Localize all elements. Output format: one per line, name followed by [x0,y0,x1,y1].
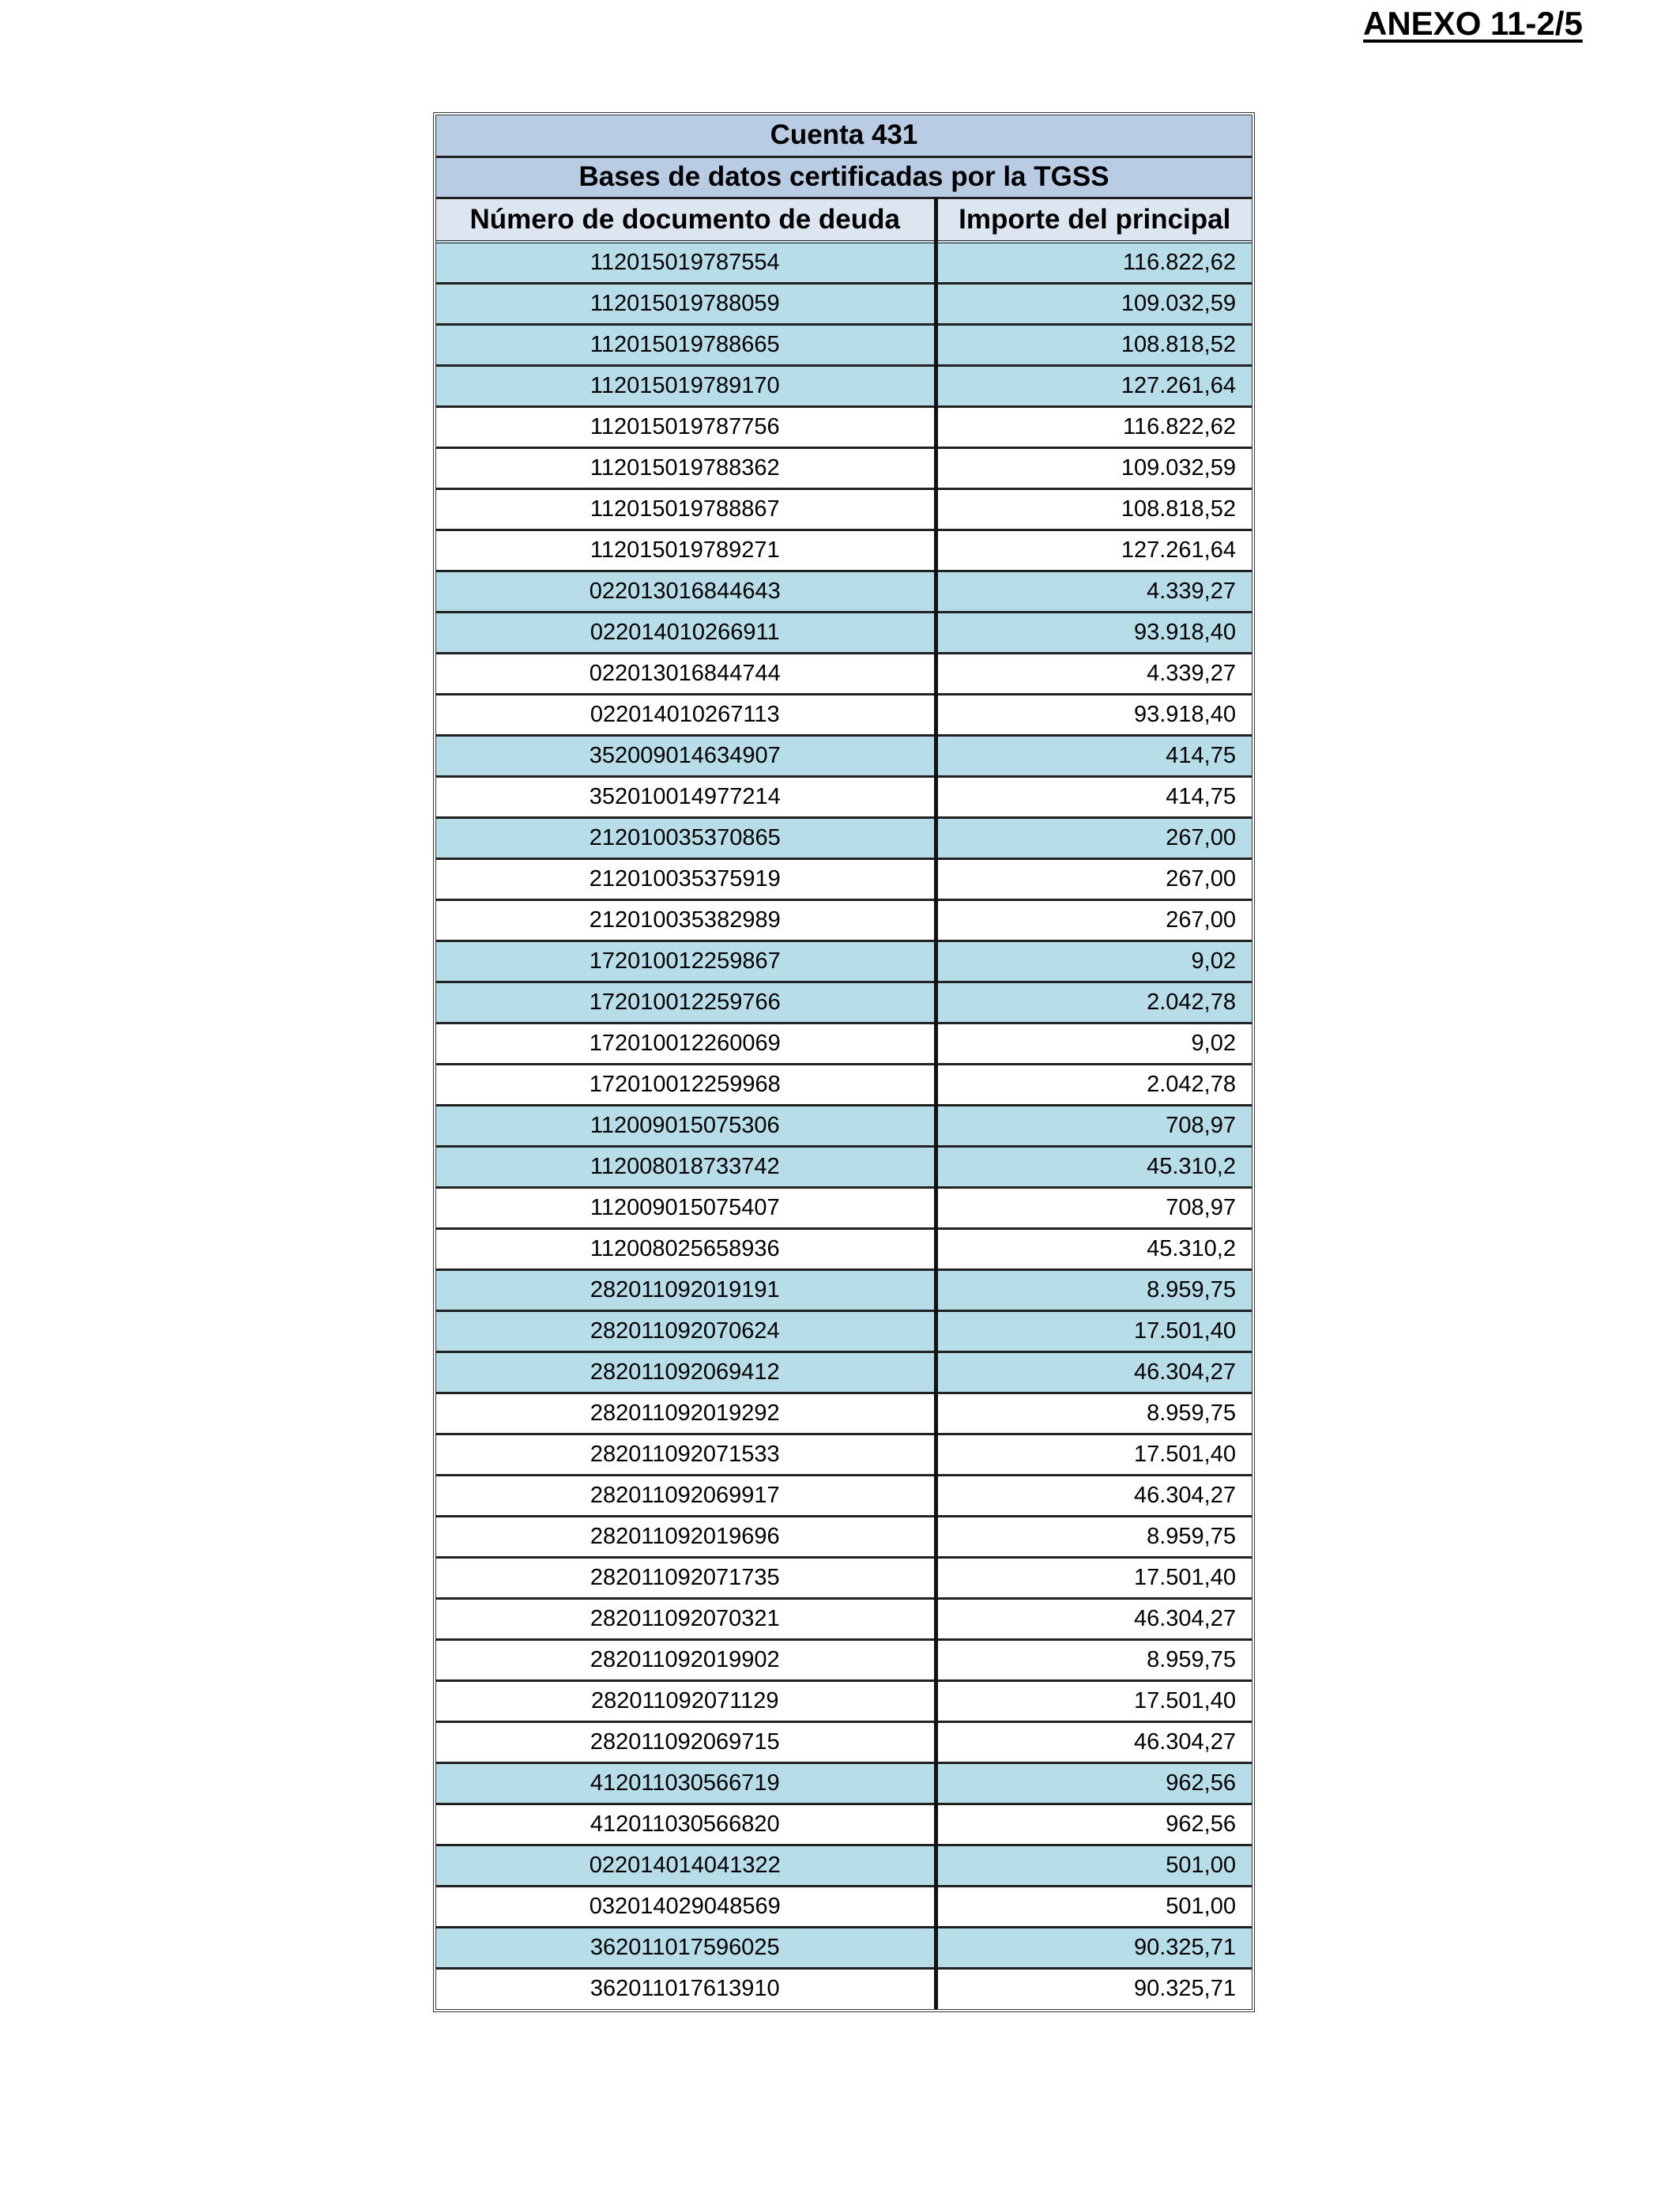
column-header-doc: Número de documento de deuda [436,198,936,242]
debt-document-number: 112015019788362 [436,447,936,488]
debt-document-number: 282011092070624 [436,1310,936,1351]
principal-amount: 116.822,62 [936,242,1252,283]
debt-document-number: 112015019788867 [436,488,936,530]
table-body [436,242,1252,2009]
debt-document-number: 022014010267113 [436,694,936,735]
principal-amount: 116.822,62 [936,406,1252,447]
debt-document-number: 282011092070321 [436,1598,936,1639]
principal-amount: 45.310,2 [936,1228,1252,1269]
principal-amount: 108.818,52 [936,488,1252,530]
principal-amount: 501,00 [936,1886,1252,1927]
principal-amount: 708,97 [936,1105,1252,1146]
table-row [436,1310,1252,1351]
principal-amount: 708,97 [936,1187,1252,1228]
debt-document-number: 282011092069917 [436,1475,936,1516]
principal-amount: 267,00 [936,858,1252,899]
debt-document-number: 282011092019292 [436,1393,936,1434]
table-row [436,1968,1252,2009]
table-row [436,694,1252,735]
debt-document-number: 112009015075306 [436,1105,936,1146]
principal-amount: 414,75 [936,776,1252,817]
principal-amount: 108.818,52 [936,324,1252,365]
principal-amount: 46.304,27 [936,1721,1252,1762]
debt-document-number: 282011092019696 [436,1516,936,1557]
debt-table [433,112,1255,2012]
table-row [436,242,1252,283]
principal-amount: 46.304,27 [936,1598,1252,1639]
principal-amount: 45.310,2 [936,1146,1252,1187]
debt-document-number: 352010014977214 [436,776,936,817]
table-row [436,817,1252,858]
debt-document-number: 172010012259968 [436,1064,936,1105]
debt-document-number: 282011092019902 [436,1639,936,1680]
principal-amount: 127.261,64 [936,530,1252,571]
table-row [436,1434,1252,1475]
principal-amount: 4.339,27 [936,571,1252,612]
table-row [436,1557,1252,1598]
debt-document-number: 172010012259867 [436,941,936,982]
debt-document-number: 412011030566820 [436,1804,936,1845]
principal-amount: 267,00 [936,817,1252,858]
table-row [436,1105,1252,1146]
table-row [436,1269,1252,1310]
debt-document-number: 112015019788665 [436,324,936,365]
table-row [436,776,1252,817]
annex-label: ANEXO 11-2/5 [1363,5,1583,42]
debt-document-number: 282011092069412 [436,1351,936,1393]
principal-amount: 109.032,59 [936,447,1252,488]
table-row [436,1393,1252,1434]
table-row [436,1516,1252,1557]
principal-amount: 9,02 [936,941,1252,982]
debt-document-number: 362011017596025 [436,1927,936,1968]
debt-document-number: 112008018733742 [436,1146,936,1187]
debt-document-number: 172010012260069 [436,1023,936,1064]
table-row [436,1598,1252,1639]
table-row [436,530,1252,571]
table-row [436,1023,1252,1064]
principal-amount: 17.501,40 [936,1557,1252,1598]
table-row [436,1187,1252,1228]
debt-document-number: 282011092071129 [436,1680,936,1721]
table-row [436,488,1252,530]
table-row [436,1886,1252,1927]
table-row [436,1639,1252,1680]
debt-document-number: 112015019787554 [436,242,936,283]
table-title-row [436,115,1252,156]
table-row [436,1228,1252,1269]
table-row [436,1927,1252,1968]
table-row [436,406,1252,447]
table-row [436,982,1252,1023]
principal-amount: 17.501,40 [936,1680,1252,1721]
debt-document-number: 282011092069715 [436,1721,936,1762]
table-row [436,612,1252,653]
debt-document-number: 412011030566719 [436,1762,936,1804]
debt-document-number: 022013016844643 [436,571,936,612]
table-row [436,1146,1252,1187]
table-row [436,365,1252,406]
principal-amount: 93.918,40 [936,694,1252,735]
principal-amount: 2.042,78 [936,1064,1252,1105]
table-row [436,1845,1252,1886]
table-row [436,283,1252,324]
principal-amount: 17.501,40 [936,1434,1252,1475]
principal-amount: 267,00 [936,899,1252,941]
principal-amount: 93.918,40 [936,612,1252,653]
debt-document-number: 212010035370865 [436,817,936,858]
debt-document-number: 022014014041322 [436,1845,936,1886]
debt-document-number: 282011092071533 [436,1434,936,1475]
column-header-amount: Importe del principal [936,198,1252,242]
table-row [436,858,1252,899]
debt-document-number: 112015019788059 [436,283,936,324]
debt-document-number: 022014010266911 [436,612,936,653]
table-row [436,735,1252,776]
debt-document-number: 112015019789170 [436,365,936,406]
debt-document-number: 212010035382989 [436,899,936,941]
debt-document-number: 212010035375919 [436,858,936,899]
column-header-row [436,198,1252,242]
table-row [436,447,1252,488]
debt-document-number: 172010012259766 [436,982,936,1023]
principal-amount: 109.032,59 [936,283,1252,324]
principal-amount: 414,75 [936,735,1252,776]
principal-amount: 8.959,75 [936,1269,1252,1310]
table-row [436,1804,1252,1845]
principal-amount: 962,56 [936,1762,1252,1804]
debt-document-number: 032014029048569 [436,1886,936,1927]
table-row [436,1475,1252,1516]
table-row [436,1721,1252,1762]
principal-amount: 2.042,78 [936,982,1252,1023]
table-row [436,1064,1252,1105]
principal-amount: 90.325,71 [936,1927,1252,1968]
table-title: Cuenta 431 [436,115,1252,156]
principal-amount: 46.304,27 [936,1351,1252,1393]
table-row [436,1762,1252,1804]
debt-document-number: 282011092019191 [436,1269,936,1310]
principal-amount: 90.325,71 [936,1968,1252,2009]
table-row [436,1351,1252,1393]
debt-document-number: 112009015075407 [436,1187,936,1228]
debt-document-number: 112008025658936 [436,1228,936,1269]
debt-document-number: 112015019787756 [436,406,936,447]
table-row [436,941,1252,982]
principal-amount: 127.261,64 [936,365,1252,406]
table-subtitle-row [436,156,1252,198]
debt-document-number: 362011017613910 [436,1968,936,2009]
principal-amount: 46.304,27 [936,1475,1252,1516]
principal-amount: 4.339,27 [936,653,1252,694]
debt-document-number: 022013016844744 [436,653,936,694]
table-row [436,899,1252,941]
table-row [436,1680,1252,1721]
principal-amount: 501,00 [936,1845,1252,1886]
principal-amount: 8.959,75 [936,1639,1252,1680]
table-row [436,653,1252,694]
table-row [436,324,1252,365]
principal-amount: 962,56 [936,1804,1252,1845]
table-row [436,571,1252,612]
principal-amount: 8.959,75 [936,1393,1252,1434]
principal-amount: 17.501,40 [936,1310,1252,1351]
debt-document-number: 282011092071735 [436,1557,936,1598]
debt-document-number: 112015019789271 [436,530,936,571]
table-subtitle: Bases de datos certificadas por la TGSS [436,156,1252,198]
debt-document-number: 352009014634907 [436,735,936,776]
principal-amount: 9,02 [936,1023,1252,1064]
principal-amount: 8.959,75 [936,1516,1252,1557]
